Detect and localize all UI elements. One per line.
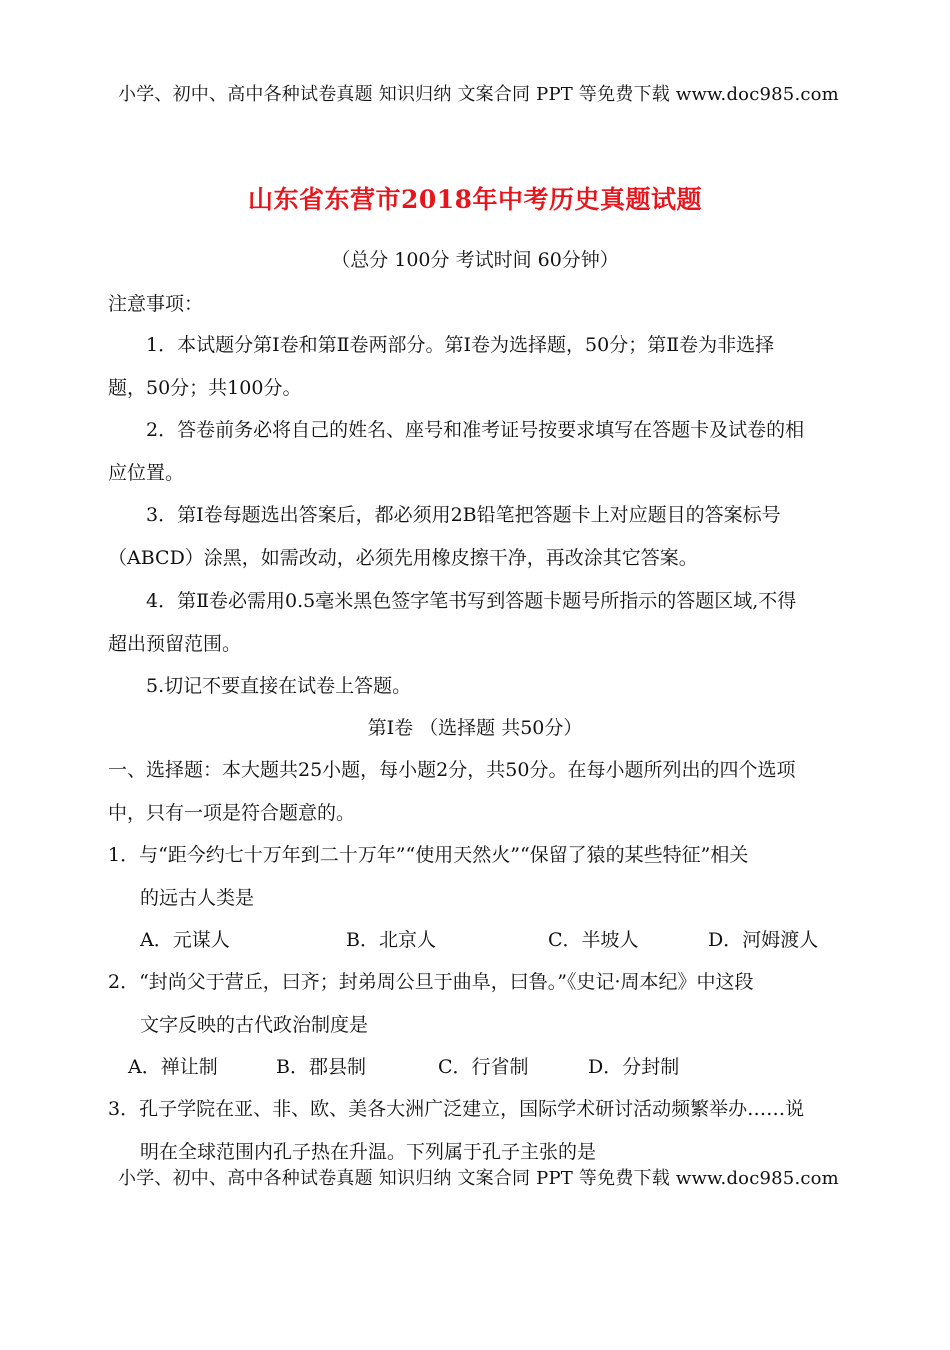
notice-item-2-line1: 2．答卷前务必将自己的姓名、座号和准考证号按要求填写在答题卡及试卷的相 bbox=[146, 419, 805, 441]
question-3-stem-line1: 3．孔子学院在亚、非、欧、美各大洲广泛建立，国际学术研讨活动频繁举办……说 bbox=[108, 1098, 805, 1120]
instructions-line1: 一、选择题：本大题共25小题，每小题2分，共50分。在每小题所列出的四个选项 bbox=[108, 759, 796, 781]
page-title: 山东省东营市2018年中考历史真题试题 bbox=[247, 185, 703, 214]
question-2-option-b: B．郡县制 bbox=[276, 1056, 366, 1078]
notice-item-3-line2: （ABCD）涂黑，如需改动，必须先用橡皮擦干净，再改涂其它答案。 bbox=[108, 547, 698, 569]
question-2-stem-line1: 2．“封尚父于营丘，曰齐；封弟周公旦于曲阜，曰鲁。”《史记·周本纪》中这段 bbox=[108, 971, 754, 993]
notice-item-1-line1: 1．本试题分第Ⅰ卷和第Ⅱ卷两部分。第Ⅰ卷为选择题，50分；第Ⅱ卷为非选择 bbox=[146, 334, 775, 356]
question-2-option-d: D．分封制 bbox=[588, 1056, 680, 1078]
question-1-stem-line1: 1．与“距今约七十万年到二十万年”“使用天然火”“保留了猿的某些特征”相关 bbox=[108, 844, 749, 866]
section-title: 第Ⅰ卷 （选择题 共50分） bbox=[367, 717, 583, 739]
page-header: 小学、初中、高中各种试卷真题 知识归纳 文案合同 PPT 等免费下载 www.doc985.com bbox=[118, 84, 839, 105]
notice-item-4-line1: 4．第Ⅱ卷必需用0.5毫米黑色签字笔书写到答题卡题号所指示的答题区域,不得 bbox=[146, 590, 797, 612]
notice-item-1-line2: 题，50分；共100分。 bbox=[108, 377, 302, 399]
question-3-stem-line2: 明在全球范围内孔子热在升温。下列属于孔子主张的是 bbox=[140, 1141, 597, 1163]
notice-item-4-line2: 超出预留范围。 bbox=[108, 633, 242, 655]
notice-heading: 注意事项： bbox=[108, 293, 204, 315]
exam-info: （总分 100分 考试时间 60分钟） bbox=[331, 249, 619, 271]
page-footer: 小学、初中、高中各种试卷真题 知识归纳 文案合同 PPT 等免费下载 www.doc985.com bbox=[118, 1168, 839, 1189]
question-1-option-d: D．河姆渡人 bbox=[708, 929, 819, 951]
notice-item-2-line2: 应位置。 bbox=[108, 462, 185, 484]
question-1-option-c: C．半坡人 bbox=[548, 929, 639, 951]
question-1-option-b: B．北京人 bbox=[346, 929, 436, 951]
notice-item-5: 5.切记不要直接在试卷上答题。 bbox=[146, 675, 412, 697]
question-2-option-a: A．禅让制 bbox=[128, 1056, 218, 1078]
question-2-stem-line2: 文字反映的古代政治制度是 bbox=[140, 1014, 369, 1036]
notice-item-3-line1: 3．第Ⅰ卷每题选出答案后，都必须用2B铅笔把答题卡上对应题目的答案标号 bbox=[146, 504, 781, 526]
question-1-stem-line2: 的远古人类是 bbox=[140, 887, 255, 909]
question-1-option-a: A．元谋人 bbox=[140, 929, 230, 951]
instructions-line2: 中，只有一项是符合题意的。 bbox=[108, 802, 356, 824]
question-2-option-c: C．行省制 bbox=[438, 1056, 529, 1078]
